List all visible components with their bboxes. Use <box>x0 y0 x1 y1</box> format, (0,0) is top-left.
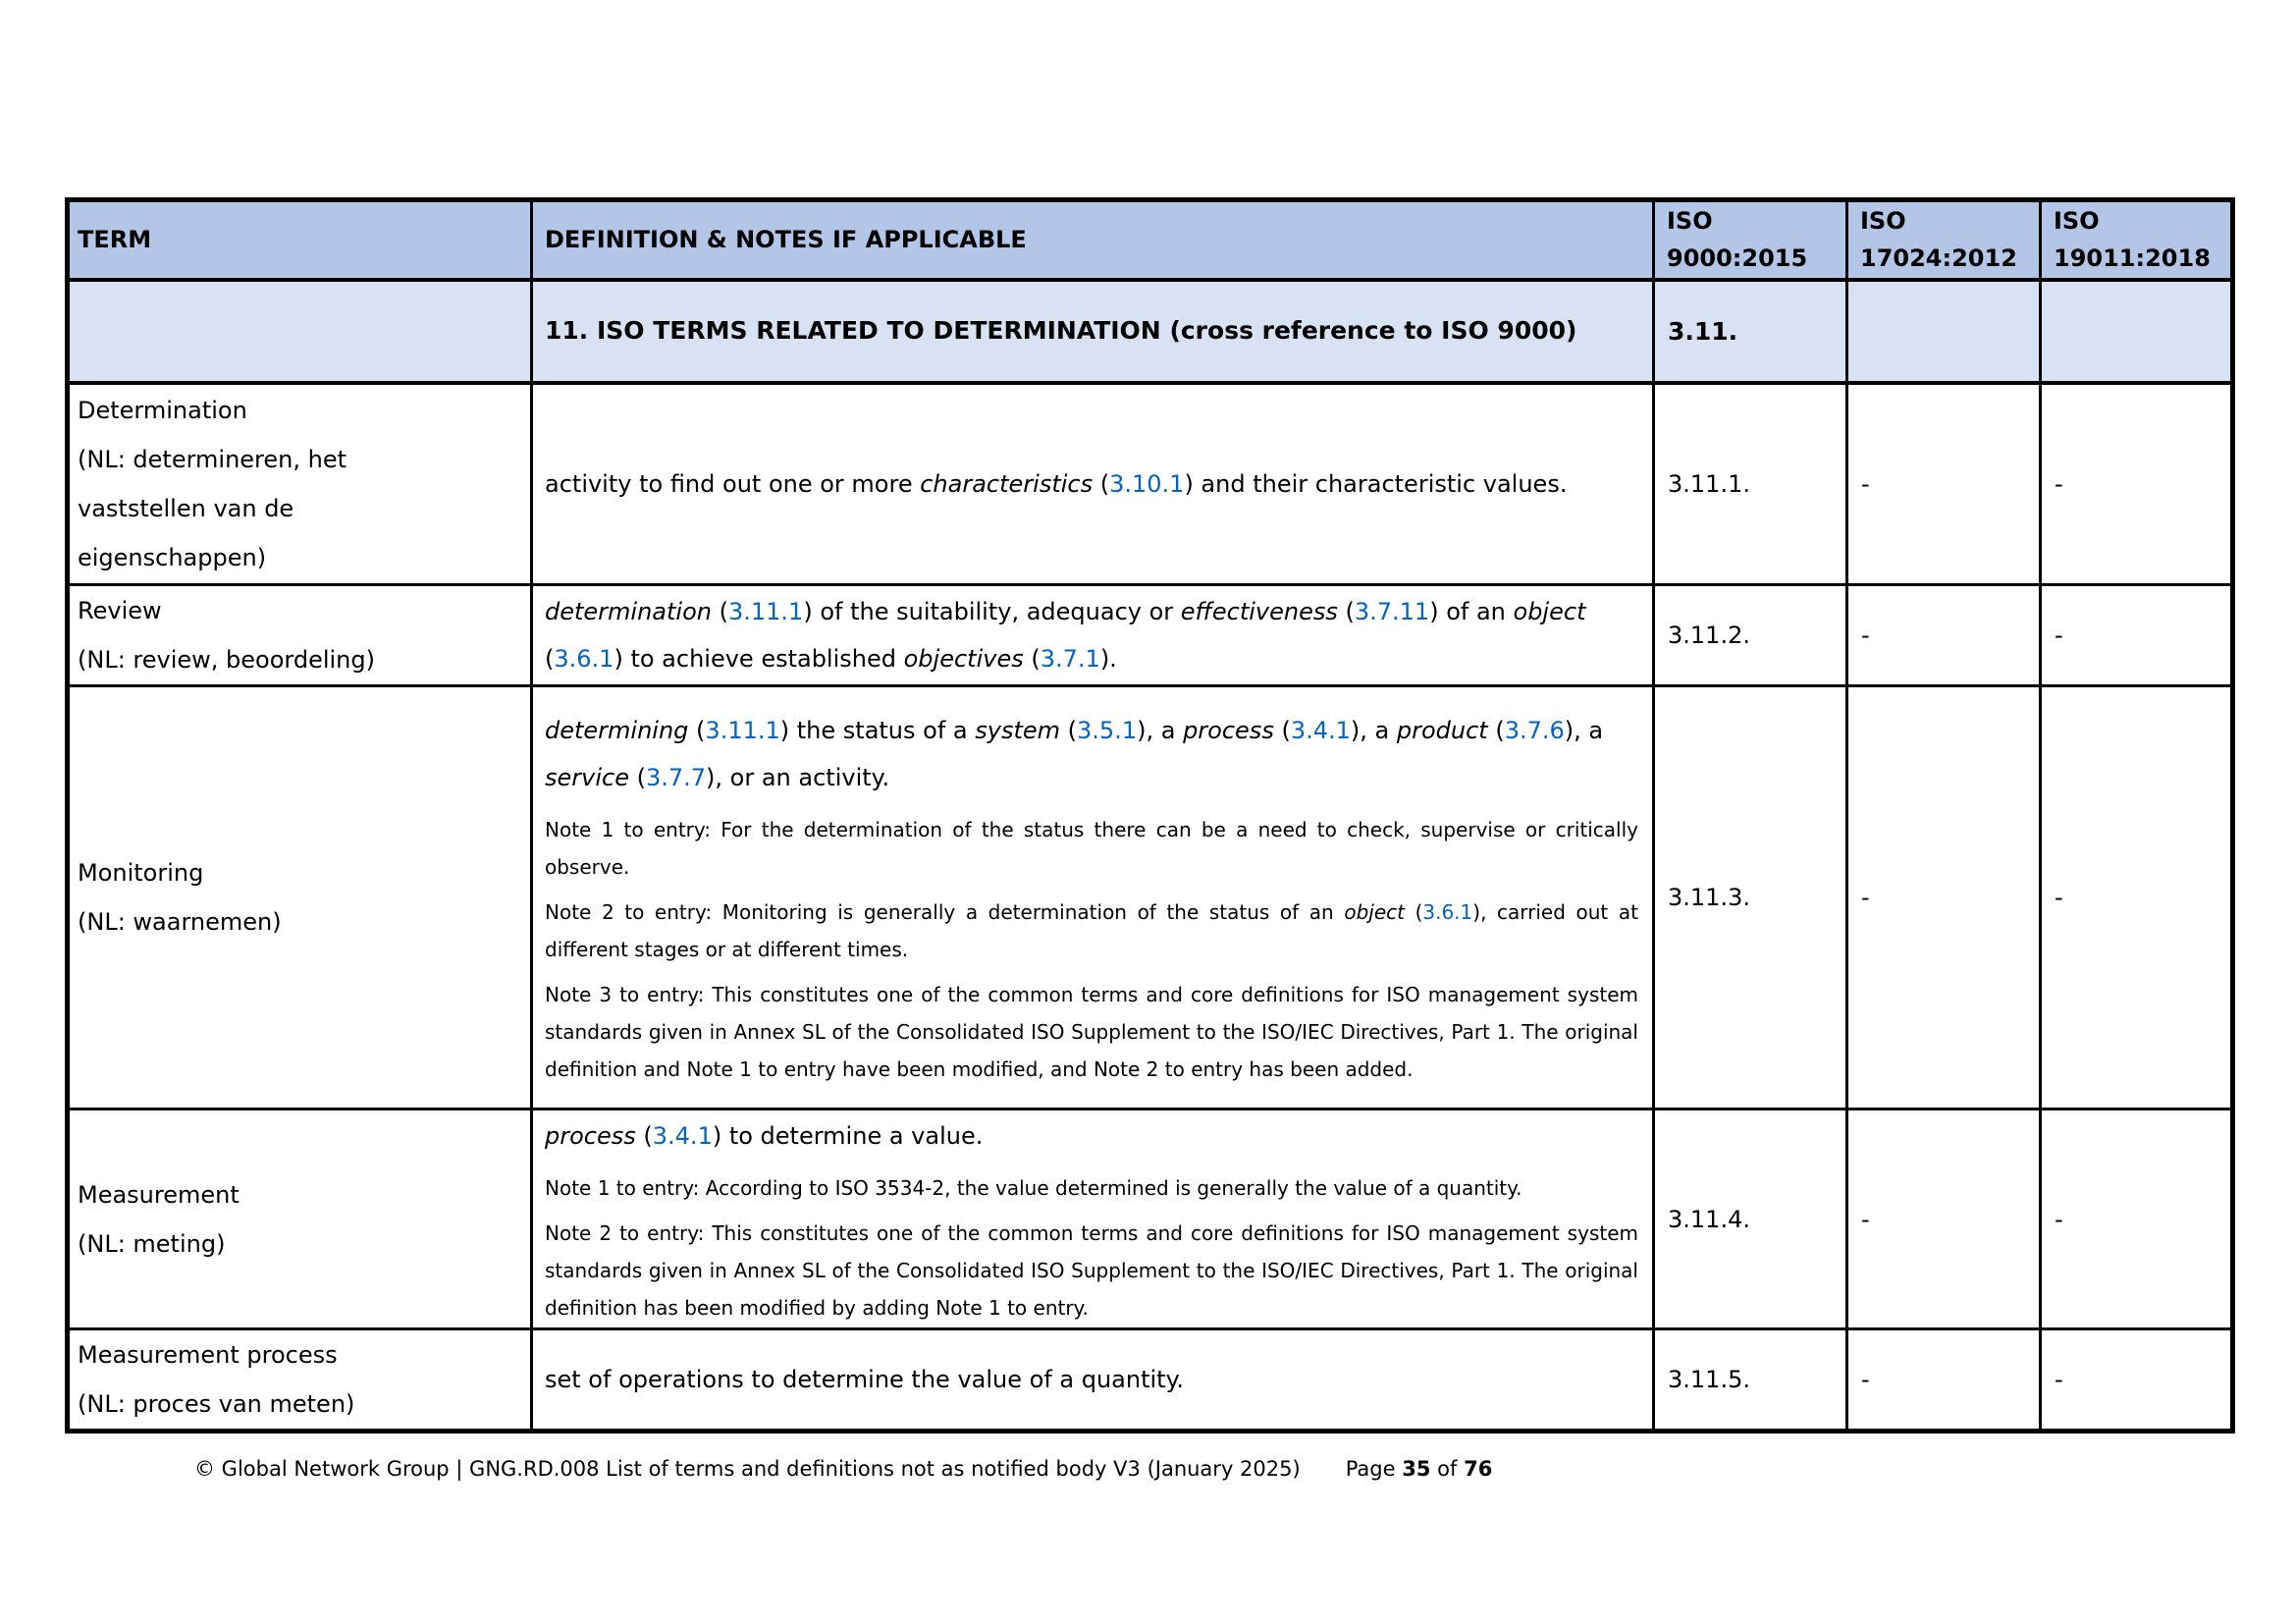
text-segment: ) to achieve established <box>614 645 904 673</box>
note-paragraph <box>545 811 1638 886</box>
definition-cell <box>532 383 1654 585</box>
iso-9000-ref: 3.11.1. <box>1654 383 1847 585</box>
cross-reference-link[interactable]: 3.7.6 <box>1504 717 1565 744</box>
text-segment: ), or an activity. <box>706 764 890 791</box>
cross-reference-link[interactable]: 3.11.1 <box>727 598 804 625</box>
note-paragraph <box>545 893 1638 968</box>
cross-reference-link[interactable]: 3.7.7 <box>645 764 707 791</box>
text-segment: activity to find out one or more <box>545 469 921 498</box>
iso-9000-ref: 3.11.5. <box>1654 1329 1847 1432</box>
terms-table <box>65 197 2235 1434</box>
iso-9000-line1: ISO <box>1667 207 1713 236</box>
page-footer <box>194 1457 1492 1481</box>
copyright-text: © Global Network Group | GNG.RD.008 List of terms and definitions not as notified body V3 (January 2025) <box>194 1457 1301 1481</box>
text-segment: ( <box>635 1121 653 1150</box>
cross-reference-link[interactable]: 3.6.1 <box>554 645 614 673</box>
iso-17024-ref: - <box>1847 383 2041 585</box>
column-header-definition: DEFINITION & NOTES IF APPLICABLE <box>532 200 1654 280</box>
text-segment: ( <box>1060 717 1078 744</box>
cross-reference-link[interactable]: 3.10.1 <box>1109 469 1185 498</box>
definition-cell <box>532 686 1654 1110</box>
term-name: Measurement <box>78 1180 240 1209</box>
text-segment: ( <box>545 645 555 673</box>
iso-9000-line2: 9000:2015 <box>1667 244 1808 273</box>
column-header-iso-19011 <box>2041 200 2233 280</box>
iso-17024-line1: ISO <box>1860 207 1906 236</box>
iso-19011-ref: - <box>2041 585 2233 686</box>
text-segment: ( <box>1093 469 1110 498</box>
text-segment: ), a <box>1350 717 1397 744</box>
term-name: Review <box>78 597 162 624</box>
section-row <box>68 280 2233 383</box>
iso-19011-ref <box>2041 280 2233 383</box>
text-segment: ) the status of a <box>779 717 976 744</box>
text-segment: ( <box>688 717 706 744</box>
iso-19011-ref: - <box>2041 686 2233 1110</box>
text-segment: characteristics <box>920 469 1094 498</box>
term-dutch-translation: (NL: determineren, het vaststellen van de eigenschappen) <box>78 445 347 571</box>
text-segment: ( <box>628 764 646 791</box>
section-empty-term-cell <box>68 280 532 383</box>
text-segment: determining <box>545 717 689 744</box>
page-info <box>1346 1457 1493 1481</box>
iso-19011-line1: ISO <box>2054 207 2100 236</box>
text-segment: objectives <box>903 645 1024 673</box>
term-dutch-translation: (NL: waarnemen) <box>78 908 282 936</box>
cross-reference-link[interactable]: 3.4.1 <box>652 1121 713 1150</box>
iso-19011-ref: - <box>2041 1110 2233 1329</box>
term-cell <box>68 1329 532 1432</box>
text-segment: system <box>975 717 1061 744</box>
term-dutch-translation: (NL: proces van meten) <box>78 1390 355 1418</box>
note-paragraph <box>545 976 1638 1088</box>
page-total: 76 <box>1464 1457 1493 1481</box>
text-segment: object <box>1513 598 1586 625</box>
definition-paragraph <box>545 707 1638 801</box>
column-header-iso-17024 <box>1847 200 2041 280</box>
section-title: 11. ISO TERMS RELATED TO DETERMINATION (cross reference to ISO 9000) <box>545 316 1577 345</box>
cross-reference-link[interactable]: 3.7.1 <box>1040 645 1100 673</box>
definition-paragraph <box>545 1112 1638 1160</box>
text-segment: ( <box>1404 900 1423 924</box>
iso-19011-line2: 19011:2018 <box>2054 244 2211 273</box>
table-row <box>68 1329 2233 1432</box>
iso-9000-ref: 3.11.4. <box>1654 1110 1847 1329</box>
text-segment: product <box>1396 717 1488 744</box>
iso-19011-ref: - <box>2041 383 2233 585</box>
table-row <box>68 686 2233 1110</box>
term-cell <box>68 585 532 686</box>
iso-17024-ref: - <box>1847 1110 2041 1329</box>
text-segment: ), a <box>1564 717 1604 744</box>
term-cell <box>68 1110 532 1329</box>
iso-17024-ref: - <box>1847 686 2041 1110</box>
text-segment: Note 2 to entry: This constitutes one of the common terms and core definitions for ISO management system standards given in Annex SL of the Consolidated ISO Supplement to the ISO/IEC Directives, Part 1. The original definition has been modified by adding Note 1 to entry. <box>545 1220 1638 1320</box>
iso-17024-ref <box>1847 280 2041 383</box>
text-segment: ( <box>1273 717 1291 744</box>
term-cell <box>68 686 532 1110</box>
text-segment: Note 3 to entry: This constitutes one of the common terms and core definitions for ISO management system standards given in Annex SL of the Consolidated ISO Supplement to the ISO/IEC Directives, Part 1. The original definition and Note 1 to entry have been modified, and Note 2 to entry has been added. <box>545 983 1638 1081</box>
column-header-term: TERM <box>68 200 532 280</box>
iso-17024-ref: - <box>1847 1329 2041 1432</box>
table-row <box>68 585 2233 686</box>
definition-cell <box>532 585 1654 686</box>
text-segment: ), a <box>1137 717 1184 744</box>
text-segment: ( <box>1487 717 1505 744</box>
page-label: Page <box>1345 1457 1396 1481</box>
cross-reference-link[interactable]: 3.7.11 <box>1354 598 1430 625</box>
text-segment: ) and their characteristic values. <box>1184 469 1568 498</box>
text-segment: effectiveness <box>1180 598 1338 625</box>
text-segment: process <box>545 1121 636 1150</box>
iso-9000-ref: 3.11.3. <box>1654 686 1847 1110</box>
term-name: Monitoring <box>78 859 204 887</box>
definition-paragraph <box>545 460 1638 508</box>
text-segment: Note 1 to entry: According to ISO 3534-2, the value determined is generally the value of a quantity. <box>545 1175 1522 1200</box>
text-segment: ) of an <box>1429 598 1514 625</box>
text-segment: service <box>545 764 629 791</box>
iso-17024-line2: 17024:2012 <box>1860 244 2017 273</box>
note-paragraph <box>545 1215 1638 1326</box>
term-dutch-translation: (NL: meting) <box>78 1229 226 1258</box>
term-name: Determination <box>78 396 247 424</box>
text-segment: ( <box>1023 645 1041 673</box>
text-segment: object <box>1344 900 1405 924</box>
definition-cell <box>532 1110 1654 1329</box>
text-segment: ( <box>1337 598 1355 625</box>
text-segment: Note 2 to entry: Monitoring is generally a determination of the status of an <box>545 900 1345 924</box>
term-cell <box>68 383 532 585</box>
iso-9000-ref: 3.11. <box>1654 280 1847 383</box>
text-segment: determination <box>545 598 712 625</box>
of-label: of <box>1437 1457 1458 1481</box>
cross-reference-link[interactable]: 3.5.1 <box>1077 717 1138 744</box>
table-header-row <box>68 200 2233 280</box>
table-row <box>68 1110 2233 1329</box>
text-segment: ). <box>1099 645 1117 673</box>
term-dutch-translation: (NL: review, beoordeling) <box>78 646 375 674</box>
term-name: Measurement process <box>78 1341 338 1369</box>
definition-paragraph <box>545 588 1638 682</box>
definition-cell <box>532 1329 1654 1432</box>
text-segment: ), carried out at different stages or at different times. <box>545 900 1638 961</box>
iso-19011-ref: - <box>2041 1329 2233 1432</box>
text-segment: ( <box>711 598 728 625</box>
cross-reference-link[interactable]: 3.6.1 <box>1422 900 1473 924</box>
column-header-iso-9000 <box>1654 200 1847 280</box>
text-segment: set of operations to determine the value of a quantity. <box>545 1366 1184 1393</box>
definition-paragraph <box>545 1356 1638 1403</box>
text-segment: ) of the suitability, adequacy or <box>803 598 1181 625</box>
cross-reference-link[interactable]: 3.4.1 <box>1290 717 1351 744</box>
iso-9000-ref: 3.11.2. <box>1654 585 1847 686</box>
note-paragraph <box>545 1169 1638 1207</box>
iso-17024-ref: - <box>1847 585 2041 686</box>
cross-reference-link[interactable]: 3.11.1 <box>705 717 780 744</box>
table-row <box>68 383 2233 585</box>
text-segment: process <box>1183 717 1274 744</box>
text-segment: ) to determine a value. <box>712 1121 984 1150</box>
text-segment: Note 1 to entry: For the determination of the status there can be a need to check, supervise or critically observe. <box>545 818 1638 879</box>
page-number: 35 <box>1402 1457 1431 1481</box>
section-title-cell <box>532 280 1654 383</box>
